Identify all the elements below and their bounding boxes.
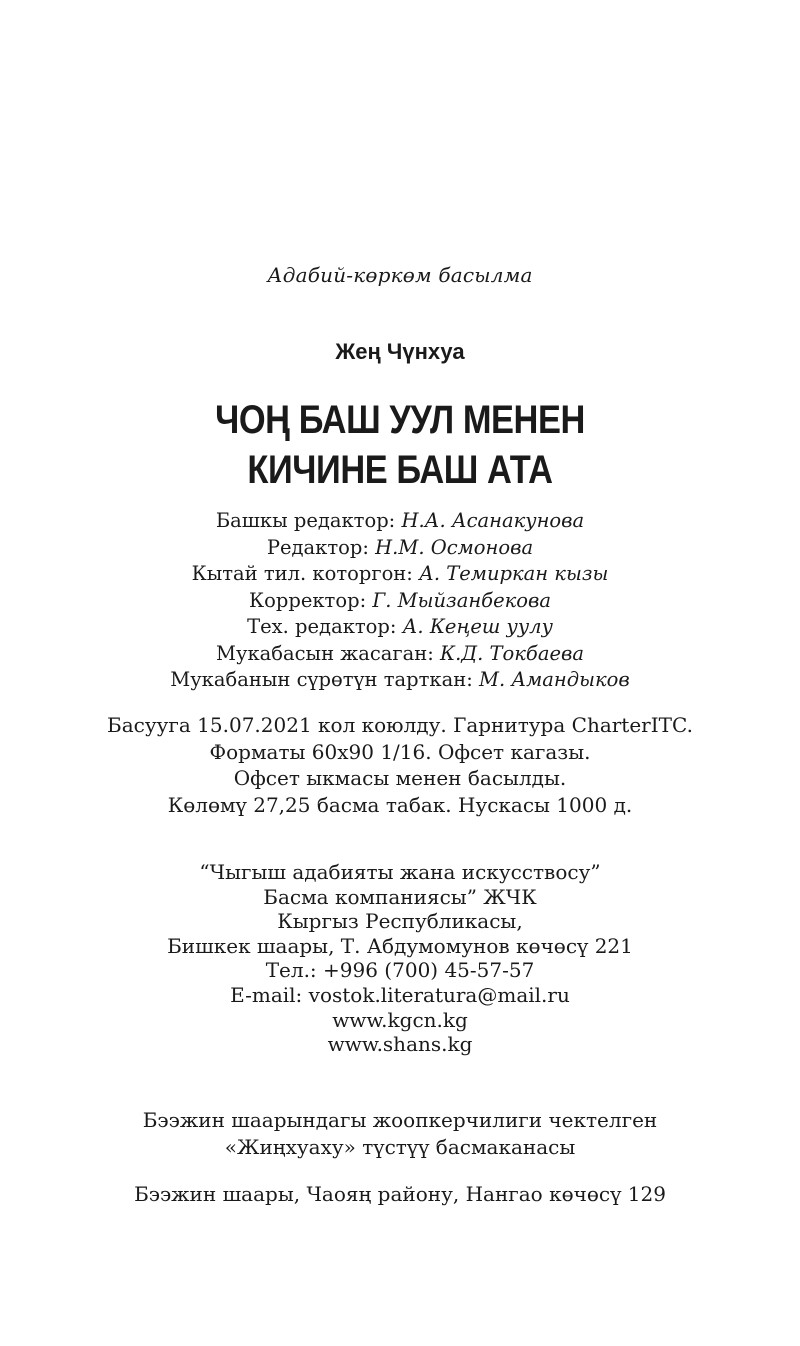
credit-person: К.Д. Токбаева bbox=[440, 641, 584, 665]
credit-role: Корректор: bbox=[249, 588, 373, 612]
credit-role: Мукабанын сүрөтүн тарткан: bbox=[170, 668, 479, 691]
credit-person: М. Амандыков bbox=[479, 668, 630, 691]
credit-role: Кытай тил. которгон: bbox=[191, 562, 420, 585]
credit-person: Н.М. Осмонова bbox=[375, 535, 534, 559]
credit-role: Мукабасын жасаган: bbox=[216, 641, 440, 665]
credit-role: Тех. редактор: bbox=[247, 615, 403, 638]
credit-person: Г. Мыйзанбекова bbox=[372, 588, 551, 612]
printer-address: Бээжин шаары, Чаояң району, Нангао көчөсү 129 bbox=[134, 1182, 666, 1206]
publisher-website: www.shans.kg bbox=[327, 1032, 473, 1057]
credit-tech-editor bbox=[0, 614, 800, 641]
publication-detail-line: Көлөмү 27,25 басма табак. Нускасы 1000 д. bbox=[167, 792, 633, 817]
author-name: Жең Чүнхуа bbox=[335, 339, 465, 364]
publisher-website: www.kgcn.kg bbox=[332, 1007, 468, 1032]
credit-role: Башкы редактор: bbox=[215, 509, 402, 532]
credit-translator bbox=[0, 561, 800, 588]
printer-line: Бээжин шаарындагы жоопкерчилиги чектелген bbox=[142, 1108, 658, 1132]
publisher-info bbox=[0, 860, 800, 1057]
credit-editor bbox=[0, 535, 800, 562]
printer-line: «Жиңхуаху» түстүү басмаканасы bbox=[224, 1134, 576, 1159]
credit-person: А. Темиркан кызы bbox=[419, 562, 609, 585]
publication-detail-line: Офсет ыкмасы менен басылды. bbox=[233, 766, 567, 790]
credit-cover-designer bbox=[0, 641, 800, 668]
book-title bbox=[56, 395, 744, 495]
book-title-line-2: КИЧИНЕ БАШ АТА bbox=[247, 448, 553, 492]
publication-details bbox=[0, 712, 800, 818]
credit-person: А. Кеңеш уулу bbox=[402, 615, 553, 638]
credit-cover-illustrator bbox=[0, 667, 800, 694]
credit-person: Н.А. Асанакунова bbox=[401, 509, 585, 532]
publisher-line: Басма компаниясы” ЖЧК bbox=[263, 884, 537, 909]
book-title-line-1: ЧОҢ БАШ УУЛ МЕНЕН bbox=[215, 398, 585, 442]
publisher-line: “Чыгыш адабияты жана искусствосу” bbox=[199, 860, 601, 884]
publication-detail-line: Басууга 15.07.2021 кол коюлду. Гарнитура CharterITC. bbox=[107, 713, 693, 737]
credits-list bbox=[0, 508, 800, 694]
publisher-line: Бишкек шаары, Т. Абдумомунов көчөсү 221 bbox=[167, 933, 633, 958]
credit-proofreader bbox=[0, 588, 800, 615]
credit-chief-editor bbox=[0, 508, 800, 535]
printer-info bbox=[0, 1107, 800, 1160]
publisher-phone: Тел.: +996 (700) 45-57-57 bbox=[265, 958, 535, 983]
publisher-email: E-mail: vostok.literatura@mail.ru bbox=[230, 982, 570, 1007]
genre-label: Адабий-көркөм басылма bbox=[267, 263, 533, 287]
credit-role: Редактор: bbox=[266, 535, 376, 559]
publication-detail-line: Форматы 60х90 1/16. Офсет кагазы. bbox=[209, 739, 591, 764]
publisher-line: Кыргыз Республикасы, bbox=[277, 909, 523, 934]
